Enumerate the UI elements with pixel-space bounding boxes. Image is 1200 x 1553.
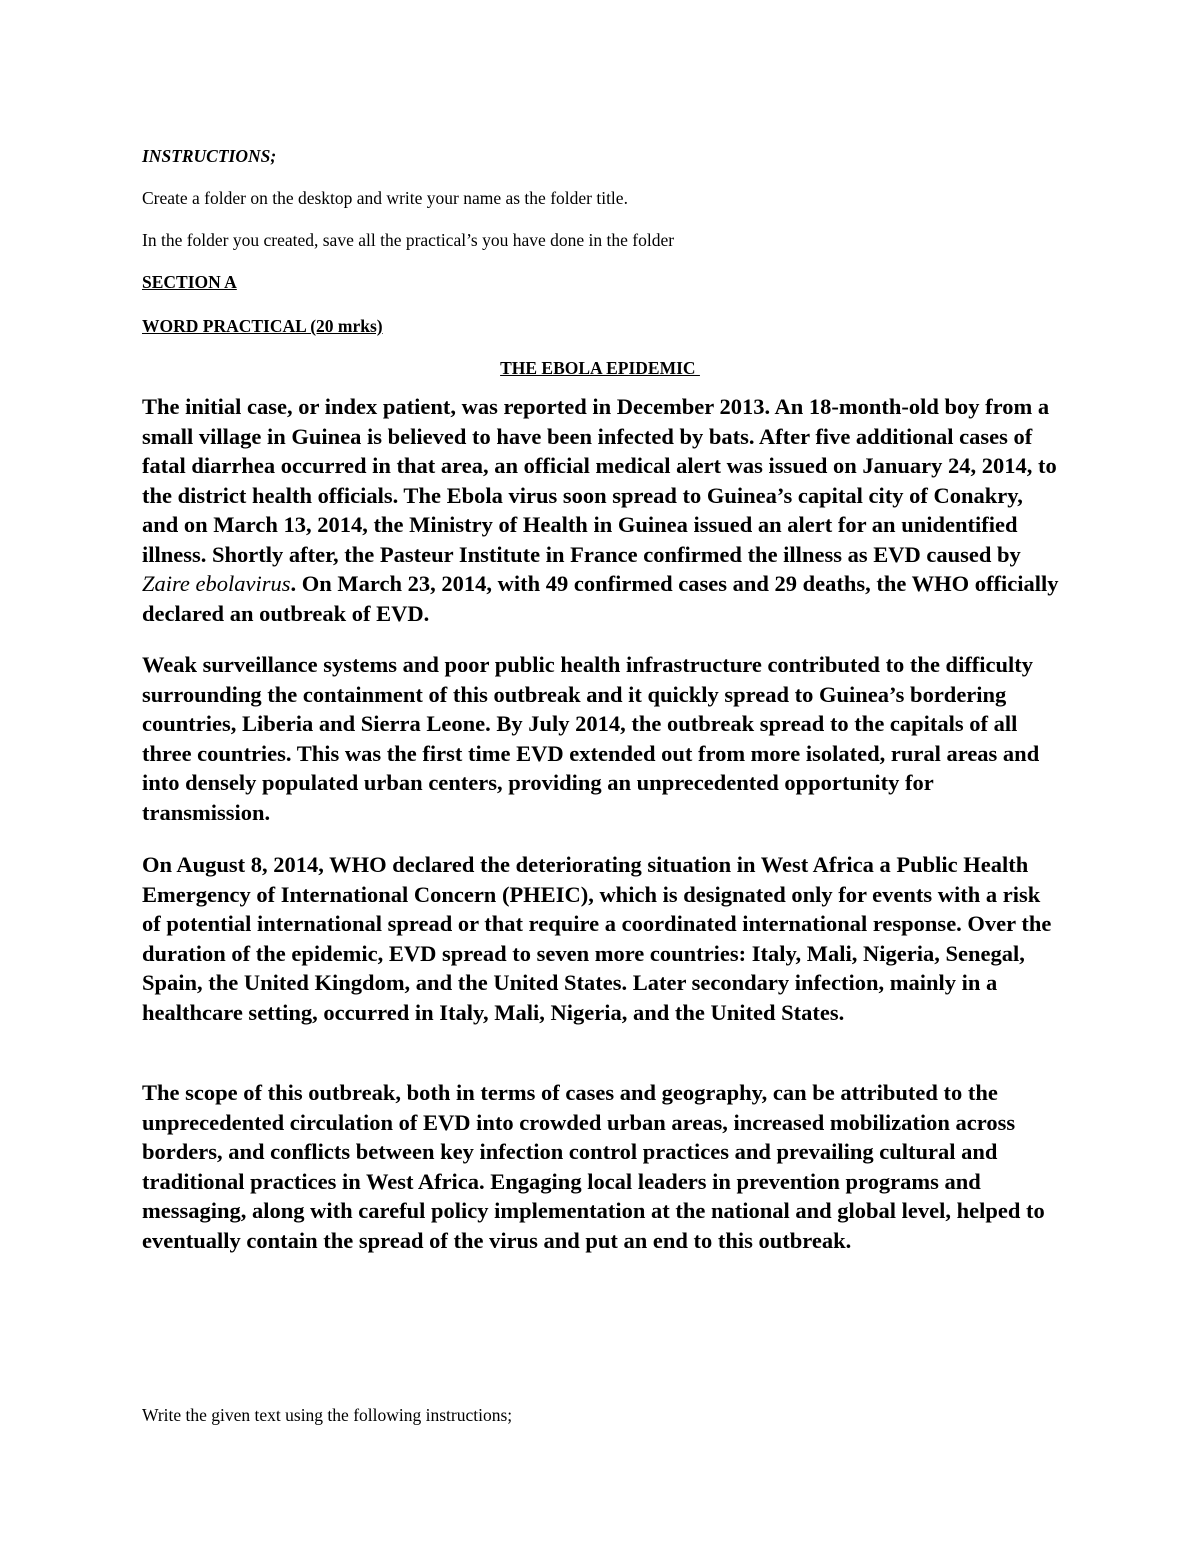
- instruction-create-folder: Create a folder on the desktop and write your name as the folder title.: [142, 188, 628, 208]
- paragraph-1-text-end: . On March 23, 2014, with 49 confirmed cases and 29 deaths, the WHO officially declared an outbreak of EVD.: [142, 571, 1059, 626]
- paragraph-1-text-start: The initial case, or index patient, was reported in December 2013. An 18-month-old boy from a small village in Guinea is believed to have been infected by bats. After five additional cases of fatal diarrhea occurred in that area, an official medical alert was issued on January 24, 2014, to the district health officials. The Ebola virus soon spread to Guinea’s capital city of Conakry, and on March 13, 2014, the Ministry of Health in Guinea issued an alert for an unidentified illness. Shortly after, the Pasteur Institute in France confirmed the illness as EVD caused by: [142, 394, 1057, 567]
- section-a-heading: SECTION A: [142, 272, 237, 292]
- article-paragraph-2: Weak surveillance systems and poor public health infrastructure contributed to the difficulty surrounding the containment of this outbreak and it quickly spread to Guinea’s bordering countries, Liberia and Sierra Leone. By July 2014, the outbreak spread to the capitals of all three countries. This was the first time EVD extended out from more isolated, rural areas and into densely populated urban centers, providing an unprecedented opportunity for transmission.: [142, 652, 1040, 825]
- article-paragraph-1: [142, 392, 1064, 628]
- article-paragraph-4: The scope of this outbreak, both in terms of cases and geography, can be attributed to the unprecedented circulation of EVD into crowded urban areas, increased mobilization across borders, and conflicts between key infection control practices and prevailing cultural and traditional practices in West Africa. Engaging local leaders in prevention programs and messaging, along with careful policy implementation at the national and global level, helped to eventually contain the spread of the virus and put an end to this outbreak.: [142, 1080, 1045, 1253]
- paragraph-1-virus-name: Zaire ebolavirus: [142, 571, 291, 596]
- article-title: THE EBOLA EPIDEMIC: [500, 358, 700, 378]
- instructions-heading: INSTRUCTIONS;: [142, 146, 277, 166]
- write-text-instruction: Write the given text using the following instructions;: [142, 1405, 513, 1425]
- instruction-save-practicals: In the folder you created, save all the practical’s you have done in the folder: [142, 230, 675, 250]
- article-paragraph-3: On August 8, 2014, WHO declared the deteriorating situation in West Africa a Public Health Emergency of International Concern (PHEIC), which is designated only for events with a risk of potential international spread or that require a coordinated international response. Over the duration of the epidemic, EVD spread to seven more countries: Italy, Mali, Nigeria, Senegal, Spain, the United Kingdom, and the United States. Later secondary infection, mainly in a healthcare setting, occurred in Italy, Mali, Nigeria, and the United States.: [142, 852, 1052, 1025]
- word-practical-heading: WORD PRACTICAL (20 mrks): [142, 316, 383, 336]
